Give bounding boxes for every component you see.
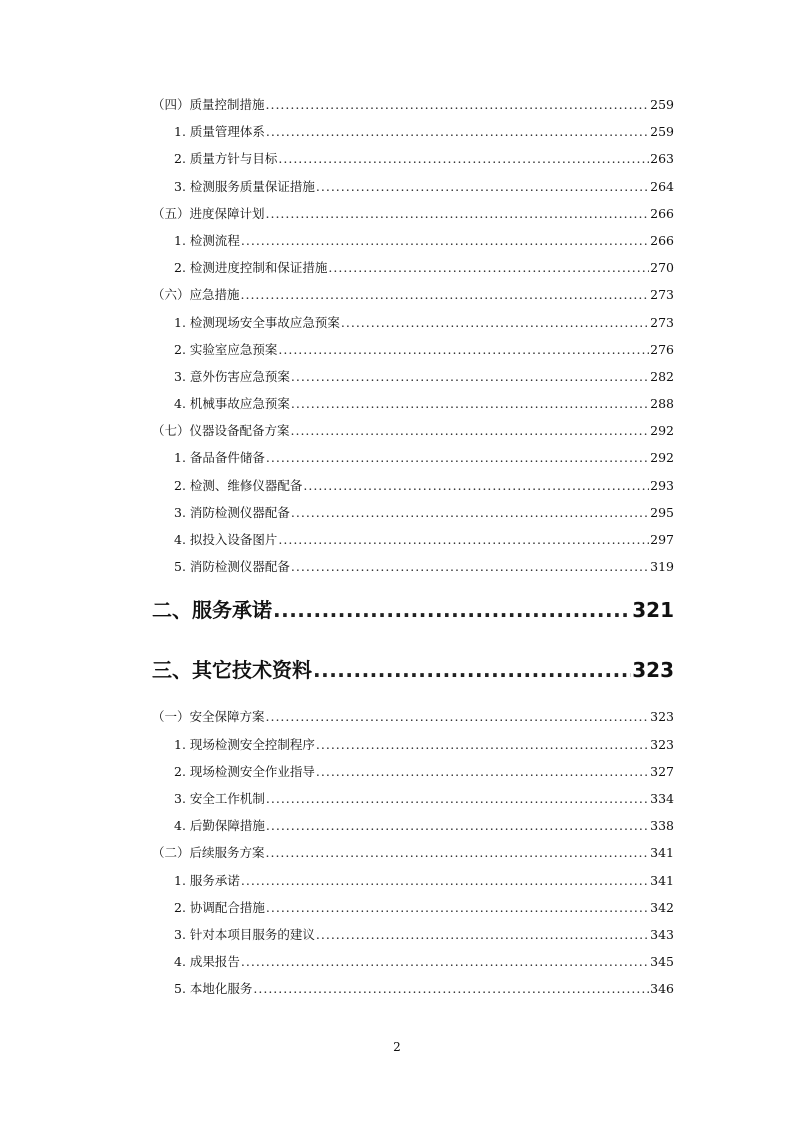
toc-entry[interactable] bbox=[152, 390, 674, 417]
toc-entry[interactable] bbox=[152, 254, 674, 281]
toc-entry[interactable] bbox=[152, 758, 674, 785]
toc-entry-title: 3. 消防检测仪器配备 bbox=[174, 504, 290, 520]
toc-entry-title: （二）后续服务方案 bbox=[152, 845, 265, 861]
toc-entry-title: （五）进度保障计划 bbox=[152, 205, 265, 221]
toc-entry[interactable] bbox=[152, 731, 674, 758]
dot-leader bbox=[291, 553, 649, 580]
toc-entry-title: （七）仪器设备配备方案 bbox=[152, 423, 290, 439]
toc-entry-title: 4. 机械事故应急预案 bbox=[174, 396, 290, 412]
toc-chapter-entry[interactable] bbox=[152, 580, 674, 640]
toc-entry-page: 327 bbox=[650, 763, 674, 779]
toc-entry[interactable] bbox=[152, 975, 674, 1002]
toc-entry-title: 5. 消防检测仪器配备 bbox=[174, 559, 290, 575]
dot-leader bbox=[316, 921, 649, 948]
toc-entry-page: 263 bbox=[650, 151, 674, 167]
toc-entry[interactable] bbox=[152, 472, 674, 499]
toc-entry[interactable] bbox=[152, 499, 674, 526]
toc-entry[interactable] bbox=[152, 948, 674, 975]
toc-entry[interactable] bbox=[152, 526, 674, 553]
toc-entry-page: 276 bbox=[650, 341, 674, 357]
toc-entry[interactable] bbox=[152, 894, 674, 921]
toc-entry-page: 270 bbox=[650, 260, 674, 276]
toc-entry[interactable] bbox=[152, 785, 674, 812]
toc-entry[interactable] bbox=[152, 703, 674, 730]
toc-entry-page: 341 bbox=[650, 872, 674, 888]
toc-entry-title: 三、其它技术资料 bbox=[152, 658, 312, 683]
toc-entry-title: 1. 备品备件储备 bbox=[174, 450, 265, 466]
toc-entry-title: 二、服务承诺 bbox=[152, 598, 272, 623]
toc-entry-title: 4. 后勤保障措施 bbox=[174, 818, 265, 834]
toc-entry-page: 323 bbox=[650, 709, 674, 725]
toc-entry-page: 323 bbox=[632, 658, 674, 683]
toc-entry-page: 319 bbox=[650, 559, 674, 575]
toc-entry-title: 1. 服务承诺 bbox=[174, 872, 240, 888]
toc-entry-title: （一）安全保障方案 bbox=[152, 709, 265, 725]
dot-leader bbox=[266, 839, 650, 866]
dot-leader bbox=[291, 499, 649, 526]
toc-entry[interactable] bbox=[152, 173, 674, 200]
toc-entry-title: 5. 本地化服务 bbox=[174, 981, 253, 997]
toc-entry[interactable] bbox=[152, 118, 674, 145]
dot-leader bbox=[316, 731, 649, 758]
toc-entry-page: 292 bbox=[650, 450, 674, 466]
toc-entry-page: 297 bbox=[650, 532, 674, 547]
toc-entry-page: 341 bbox=[650, 845, 674, 861]
toc-entry-page: 293 bbox=[650, 477, 674, 493]
toc-entry-page: 345 bbox=[650, 954, 674, 970]
dot-leader bbox=[278, 145, 649, 172]
toc-entry-page: 323 bbox=[650, 736, 674, 752]
toc-entry-title: 2. 检测进度控制和保证措施 bbox=[174, 260, 328, 276]
toc-entry-title: 3. 针对本项目服务的建议 bbox=[174, 926, 315, 942]
toc-entry-page: 346 bbox=[650, 981, 674, 997]
toc-entry-title: 2. 质量方针与目标 bbox=[174, 151, 278, 167]
toc-entry[interactable] bbox=[152, 91, 674, 118]
toc-entry-page: 266 bbox=[650, 205, 674, 221]
toc-entry[interactable] bbox=[152, 363, 674, 390]
toc-entry-page: 295 bbox=[650, 504, 674, 520]
dot-leader bbox=[241, 281, 650, 308]
toc-entry-page: 342 bbox=[650, 899, 674, 915]
toc-entry-page: 266 bbox=[650, 232, 674, 248]
dot-leader bbox=[291, 390, 649, 417]
toc-entry-title: 1. 检测流程 bbox=[174, 232, 240, 248]
dot-leader bbox=[241, 227, 649, 254]
toc-entry[interactable] bbox=[152, 921, 674, 948]
dot-leader bbox=[328, 254, 649, 281]
toc-entry-title: 2. 检测、维修仪器配备 bbox=[174, 477, 303, 493]
toc-entry-title: 3. 检测服务质量保证措施 bbox=[174, 178, 315, 194]
toc-entry-page: 259 bbox=[650, 97, 674, 112]
toc-entry-title: 2. 协调配合措施 bbox=[174, 899, 265, 915]
toc-entry[interactable] bbox=[152, 309, 674, 336]
dot-leader bbox=[241, 948, 649, 975]
dot-leader bbox=[341, 309, 649, 336]
page-number: 2 bbox=[393, 1040, 401, 1054]
toc-entry[interactable] bbox=[152, 145, 674, 172]
dot-leader bbox=[241, 867, 649, 894]
toc-entry-page: 338 bbox=[650, 818, 674, 834]
toc-entry-page: 321 bbox=[632, 598, 674, 623]
dot-leader bbox=[266, 703, 650, 730]
dot-leader bbox=[266, 785, 649, 812]
toc-entry-page: 273 bbox=[650, 287, 674, 303]
dot-leader bbox=[303, 472, 649, 499]
toc-entry-title: 2. 实验室应急预案 bbox=[174, 341, 278, 357]
toc-entry-page: 259 bbox=[650, 124, 674, 140]
toc-entry[interactable] bbox=[152, 812, 674, 839]
toc-entry[interactable] bbox=[152, 281, 674, 308]
toc-chapter-entry[interactable] bbox=[152, 640, 674, 700]
dot-leader bbox=[291, 363, 649, 390]
dot-leader bbox=[291, 417, 650, 444]
toc-entry[interactable] bbox=[152, 200, 674, 227]
toc-entry-page: 292 bbox=[650, 423, 674, 439]
toc-entry-title: （六）应急措施 bbox=[152, 287, 240, 303]
toc-entry[interactable] bbox=[152, 336, 674, 363]
toc-entry-page: 273 bbox=[650, 314, 674, 330]
toc-entry-page: 334 bbox=[650, 790, 674, 806]
toc-entry-title: 1. 质量管理体系 bbox=[174, 124, 265, 140]
dot-leader bbox=[316, 758, 649, 785]
toc-entry-title: 3. 安全工作机制 bbox=[174, 790, 265, 806]
toc-entry-title: 1. 检测现场安全事故应急预案 bbox=[174, 314, 340, 330]
dot-leader bbox=[266, 444, 649, 471]
toc-entry[interactable] bbox=[152, 553, 674, 580]
toc-entry-title: 3. 意外伤害应急预案 bbox=[174, 368, 290, 384]
toc-entry-page: 288 bbox=[650, 396, 674, 412]
dot-leader bbox=[266, 91, 650, 118]
dot-leader bbox=[253, 975, 649, 1002]
dot-leader bbox=[278, 336, 649, 363]
toc-entry[interactable] bbox=[152, 867, 674, 894]
toc-entry-title: 2. 现场检测安全作业指导 bbox=[174, 763, 315, 779]
toc-entry-page: 343 bbox=[650, 926, 674, 942]
toc-entry-title: 4. 成果报告 bbox=[174, 954, 240, 970]
toc-entry[interactable] bbox=[152, 417, 674, 444]
dot-leader bbox=[266, 812, 649, 839]
toc-entry-page: 282 bbox=[650, 368, 674, 384]
dot-leader bbox=[266, 118, 649, 145]
dot-leader bbox=[278, 526, 649, 553]
dot-leader bbox=[313, 640, 631, 700]
toc-entry-title: （四）质量控制措施 bbox=[152, 97, 265, 112]
toc-entry[interactable] bbox=[152, 227, 674, 254]
toc-entry-title: 4. 拟投入设备图片 bbox=[174, 532, 278, 547]
dot-leader bbox=[273, 580, 631, 640]
table-of-contents bbox=[152, 91, 674, 1002]
dot-leader bbox=[266, 894, 649, 921]
toc-entry[interactable] bbox=[152, 444, 674, 471]
toc-entry-page: 264 bbox=[650, 178, 674, 194]
toc-entry[interactable] bbox=[152, 839, 674, 866]
dot-leader bbox=[316, 173, 649, 200]
toc-entry-title: 1. 现场检测安全控制程序 bbox=[174, 736, 315, 752]
dot-leader bbox=[266, 200, 650, 227]
